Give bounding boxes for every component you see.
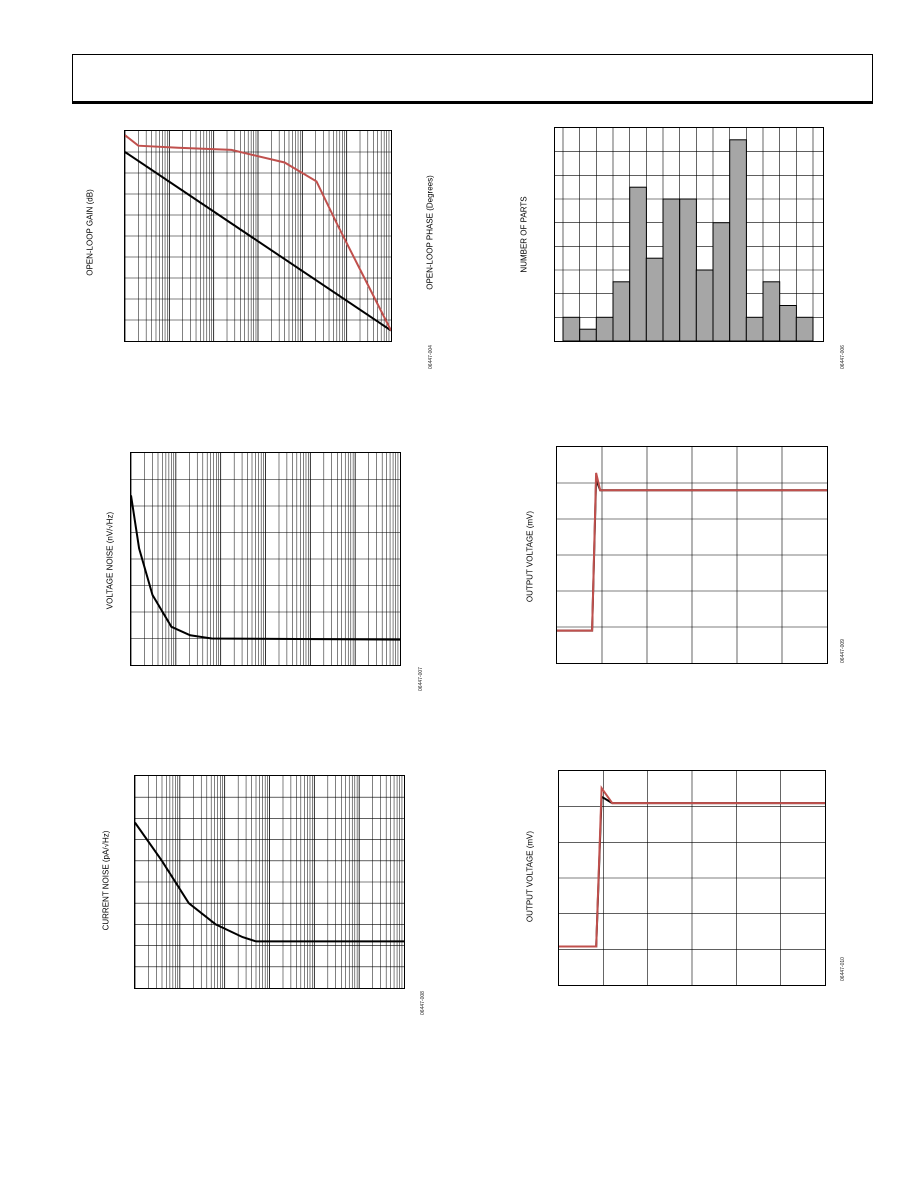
chart6-ylabel: OUTPUT VOLTAGE (mV) [525, 830, 535, 923]
chart1-svg [125, 131, 391, 341]
chart1-ylabel: OPEN-LOOP GAIN (dB) [85, 189, 95, 276]
histogram-bar [563, 317, 580, 341]
header-rule [72, 102, 873, 104]
histogram-bar [663, 199, 680, 341]
histogram-bar [680, 199, 697, 341]
histogram-bar [613, 282, 630, 341]
histogram-bar [696, 270, 713, 341]
grid-lines [131, 453, 400, 665]
chart4-figure-id: 06447-009 [840, 639, 846, 663]
histogram-bar [630, 187, 647, 341]
chart6-svg [559, 771, 825, 985]
chart2-figure-id: 06447-006 [840, 345, 846, 369]
chart3-svg [131, 453, 400, 665]
chart5-plot [134, 775, 405, 989]
histogram-bar [796, 317, 813, 341]
chart6-plot [558, 770, 826, 986]
chart5-ylabel: CURRENT NOISE (pA/√Hz) [101, 830, 111, 931]
chart3-plot [130, 452, 401, 666]
chart2-svg [555, 128, 823, 341]
chart6-figure-id: 06447-010 [840, 957, 846, 981]
chart4-plot [556, 446, 828, 664]
grid-lines [125, 131, 391, 341]
chart3-figure-id: 06447-007 [418, 667, 424, 691]
page-header-box [72, 54, 873, 102]
chart1-plot [124, 130, 392, 342]
histogram-bar [763, 282, 780, 341]
chart2-plot [554, 127, 824, 342]
chart1-figure-id: 06447-004 [428, 345, 434, 369]
chart5-svg [135, 776, 404, 988]
chart4-svg [557, 447, 827, 663]
histogram-bar [713, 223, 730, 341]
histogram-bar [780, 306, 797, 342]
chart4-ylabel: OUTPUT VOLTAGE (mV) [525, 510, 535, 603]
chart2-ylabel: NUMBER OF PARTS [519, 196, 529, 273]
histogram-bar [730, 140, 747, 341]
histogram-bar [596, 317, 613, 341]
histogram-bar [746, 317, 763, 341]
chart1-y2label: OPEN-LOOP PHASE (Degrees) [425, 175, 435, 290]
chart5-figure-id: 06447-008 [420, 991, 426, 1015]
chart3-ylabel: VOLTAGE NOISE (nV/√Hz) [105, 511, 115, 610]
histogram-bar [580, 329, 597, 341]
histogram-bar [646, 258, 663, 341]
